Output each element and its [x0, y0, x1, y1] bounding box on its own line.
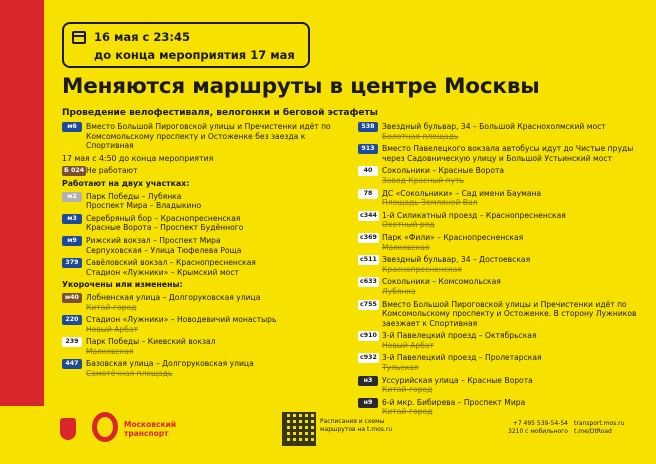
telegram-link[interactable]: t.me/DtRoad — [574, 428, 612, 435]
route-text: Не работают — [86, 166, 138, 176]
route-badge: м3 — [62, 214, 82, 224]
route-text: Звездный бульвар, 34 – Большой Краснохолмский мост — [382, 122, 606, 131]
route-m6 — [62, 122, 352, 151]
route-c511 — [358, 255, 648, 274]
route-220 — [62, 315, 352, 334]
cancelled-stop: Завод Красный путь — [382, 175, 465, 185]
route-c369 — [358, 233, 648, 252]
links — [574, 420, 624, 436]
route-447 — [62, 359, 352, 378]
cancelled-stop: Болотная площадь — [382, 131, 459, 141]
route-badge: м9 — [62, 236, 82, 246]
route-379 — [62, 258, 352, 277]
route-badge: м6 — [62, 122, 82, 132]
route-badge: с369 — [360, 233, 377, 241]
route-badge: с755 — [360, 300, 377, 308]
route-text: 3-й Павелецкий проезд – Пролетарская — [382, 353, 542, 363]
route-text: Серпуховская – Улица Тюфелева Роща — [86, 245, 242, 255]
route-b024 — [62, 166, 352, 176]
route-text: Лобненская улица – Долгоруковская улица — [86, 292, 261, 302]
route-text: Проспект Мира – Владыкино — [86, 201, 202, 211]
route-badge: 40 — [358, 166, 378, 176]
route-badge: м2 — [62, 192, 82, 202]
route-text: Базовская улица – Долгоруковская улица — [86, 359, 254, 369]
route-badge: с932 — [360, 354, 377, 362]
route-40 — [358, 166, 648, 185]
date-box — [62, 22, 310, 68]
route-badge: н3 — [358, 376, 378, 386]
route-text: Парк Победы – Киевский вокзал — [86, 337, 216, 347]
section-two-parts: Работают на двух участках: — [62, 178, 190, 188]
brand-name: Московский транспорт — [124, 420, 177, 438]
route-text: Вместо Большой Пироговской улицы и Пречистенки идёт по Комсомольскому проспекту и Остоженке. В сторону Лужников заезжает к Спортивная — [382, 299, 637, 328]
route-913 — [358, 144, 648, 163]
cancelled-stop: Китай-город — [382, 385, 433, 395]
route-239 — [62, 337, 352, 356]
site-link[interactable]: transport.mos.ru — [574, 420, 625, 427]
route-badge: 538 — [358, 122, 378, 132]
route-badge: с344 — [360, 211, 377, 219]
route-badge: 379 — [62, 258, 82, 268]
route-c344 — [358, 211, 648, 230]
subtitle: Проведение велофестиваля, велогонки и беговой эстафеты — [62, 108, 378, 118]
qr-caption: Расписания и схемы маршрутов на t.mos.ru — [320, 418, 393, 433]
footer — [0, 404, 656, 464]
route-c910 — [358, 331, 648, 350]
phone-number[interactable]: +7 495 539-54-54 — [512, 420, 568, 427]
route-c755 — [358, 300, 648, 329]
route-badge: 913 — [358, 144, 378, 154]
cancelled-stop: Лубянка — [382, 286, 416, 296]
route-text: Савёловский вокзал – Краснопресненская — [86, 258, 256, 268]
route-text: Красные Ворота – Проспект Будённого — [86, 223, 244, 233]
route-text: Сокольники – Комсомольская — [382, 277, 501, 287]
left-column — [62, 122, 352, 382]
route-badge: м40 — [62, 293, 82, 303]
route-text: 6-й мкр. Бибирева – Проспект Мира — [382, 397, 526, 407]
route-text: Уссурийская улица – Красные Ворота — [382, 375, 533, 385]
route-badge: 78 — [358, 189, 378, 199]
sms-number: 3210 с мобильного — [508, 428, 568, 435]
cancelled-stop: Краснопресненская — [382, 264, 462, 274]
cancelled-stop: Китай-город — [86, 302, 137, 312]
section-shortened: Укорочены или изменены: — [62, 280, 183, 290]
route-text: 3-й Павелецкий проезд – Октябрьская — [382, 331, 537, 341]
moscow-seal-icon — [60, 418, 76, 440]
cancelled-stop: Новый Арбат — [382, 340, 434, 350]
route-badge: н9 — [358, 398, 378, 408]
route-text: Сокольники – Красные Ворота — [382, 166, 505, 176]
route-text: 1-й Силикатный проезд – Краснопресненская — [382, 210, 566, 220]
route-text: Стадион «Лужники» – Крымский мост — [86, 267, 239, 277]
calendar-icon — [72, 31, 86, 44]
contacts — [508, 420, 568, 436]
route-badge: с511 — [360, 256, 377, 264]
route-badge: 239 — [62, 337, 82, 347]
route-text: Звездный бульвар, 34 – Достоевская — [382, 255, 531, 265]
route-text: Вместо Павелецкого вокзала автобусы идут до Чистые пруды через Садовническую улицу и Большой Устьинский мост — [382, 144, 634, 163]
route-text: Парк «Фили» – Краснопресненская — [382, 232, 524, 242]
cancelled-stop: Тульская — [382, 363, 419, 373]
page-title: Меняются маршруты в центре Москвы — [62, 74, 540, 99]
route-c932 — [358, 353, 648, 372]
route-text: Парк Победы – Лубянка — [86, 191, 182, 201]
route-m9 — [62, 236, 352, 255]
cancelled-stop: Охотный ряд — [382, 220, 435, 230]
route-text: Рижский вокзал – Проспект Мира — [86, 235, 221, 245]
cancelled-stop: Площадь Земляной Вал — [382, 198, 478, 208]
route-badge: 220 — [62, 315, 82, 325]
route-badge: с633 — [360, 278, 377, 286]
cancelled-stop: Самотёчная площадь — [86, 369, 173, 379]
route-text: ДС «Сокольники» – Сад имени Баумана — [382, 188, 542, 198]
transport-logo-icon — [92, 412, 118, 442]
route-text: Серебряный бор – Краснопресненская — [86, 213, 241, 223]
route-m40 — [62, 293, 352, 312]
route-badge: 447 — [62, 359, 82, 369]
right-column — [358, 122, 648, 420]
route-badge: с910 — [360, 332, 377, 340]
route-78 — [358, 189, 648, 208]
route-538 — [358, 122, 648, 141]
cancelled-stop: Китай-город — [382, 407, 433, 417]
qr-code-icon[interactable] — [282, 412, 316, 446]
route-badge: Б 024 — [64, 167, 85, 175]
date-line-2: до конца мероприятия 17 мая — [94, 48, 295, 62]
cancelled-stop: Маяковская — [86, 346, 134, 356]
route-c633 — [358, 277, 648, 296]
route-m3 — [62, 214, 352, 233]
red-side-bar — [0, 0, 44, 464]
route-text: Стадион «Лужники» – Новодевичий монастырь — [86, 315, 277, 325]
route-text: Вместо Большой Пироговской улицы и Пречистенки идёт по Комсомольскому проспекту и Остоженке без заезда к Спортивная — [86, 122, 331, 151]
cancelled-stop: Новый Арбат — [86, 324, 138, 334]
route-m2 — [62, 192, 352, 211]
date-line-1: 16 мая с 23:45 — [94, 30, 190, 44]
route-n3 — [358, 376, 648, 395]
cancelled-stop: Маяковская — [382, 242, 430, 252]
date-note: 17 мая с 4:50 до конца мероприятия — [62, 153, 214, 163]
